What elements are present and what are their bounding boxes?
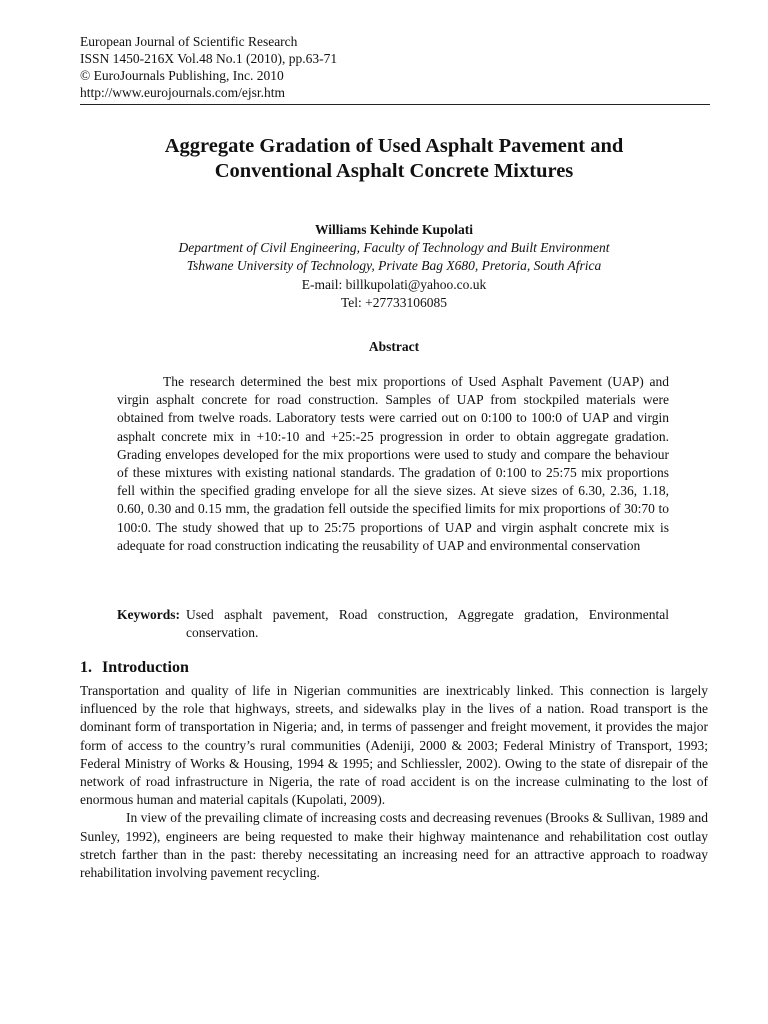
section-heading-introduction — [80, 659, 189, 677]
title-line-2: Conventional Asphalt Concrete Mixtures — [214, 160, 574, 182]
author-tel: Tel: +27733106085 — [340, 294, 448, 310]
journal-copyright: © EuroJournals Publishing, Inc. 2010 — [80, 68, 284, 83]
title-line-1: Aggregate Gradation of Used Asphalt Pavement and — [164, 135, 624, 157]
author-affiliation-2: Tshwane University of Technology, Private Bag X680, Pretoria, South Africa — [186, 258, 602, 274]
paper-title — [80, 134, 708, 184]
section-title: Introduction — [102, 659, 189, 676]
author-name: Williams Kehinde Kupolati — [314, 222, 474, 237]
keywords-label: Keywords: — [117, 607, 180, 622]
introduction-body — [80, 682, 708, 882]
author-email: E-mail: billkupolati@yahoo.co.uk — [301, 276, 487, 292]
keywords-text: Used asphalt pavement, Road construction, Aggregate gradation, Environmental conservation. — [186, 607, 669, 641]
abstract-heading: Abstract — [368, 339, 420, 354]
author-block — [80, 221, 708, 312]
section-number: 1. — [80, 659, 92, 676]
journal-name: European Journal of Scientific Research — [80, 34, 298, 49]
intro-paragraph-2: In view of the prevailing climate of increasing costs and decreasing revenues (Brooks & Sullivan, 1989 and Sunley, 1992), engineers are being requested to make their highway maintenance and rehabilitation cost outlay stretch farther than in the past: thereby necessitating an increasing need for an attractive approach to roadway rehabilitation involving pavement recycling. — [80, 810, 708, 881]
keywords — [117, 606, 669, 642]
journal-header — [80, 33, 337, 101]
header-divider — [80, 104, 710, 105]
journal-url[interactable]: http://www.eurojournals.com/ejsr.htm — [80, 85, 285, 100]
intro-paragraph-1: Transportation and quality of life in Nigerian communities are inextricably linked. This connection is largely influenced by the role that highways, streets, and sidewalks play in the lives of a nation. Road transport is the dominant form of transportation in Nigeria; and, in terms of passenger and freight movement, it provides the major form of access to the country’s rural communities (Adeniji, 2000 & 2003; Federal Ministry of Transport, 1993; Federal Ministry of Works & Housing, 1994 & 1995; and Schliessler, 2002). Owing to the state of disrepair of the network of road infrastructure in Nigeria, the rate of road accident is on the increase culminating to the lost of enormous human and material capitals (Kupolati, 2009). — [80, 683, 708, 808]
journal-issn: ISSN 1450-216X Vol.48 No.1 (2010), pp.63-71 — [80, 51, 338, 66]
abstract-text: The research determined the best mix proportions of Used Asphalt Pavement (UAP) and virgin asphalt concrete for road construction. Samples of UAP from stockpiled materials were obtained from twelve roads. Laboratory tests were carried out on 0:100 to 100:0 of UAP and virgin asphalt concrete mix in +10:-10 and +25:-25 progression in order to obtain aggregate gradation. Grading envelopes developed for the mix proportions were used to study and compare the behaviour of these mixtures with existing national standards. The gradation of 0:100 to 25:75 mix proportions fell within the specified grading envelope for all the sieve sizes. At sieve sizes of 6.30, 2.36, 1.18, 0.60, 0.30 and 0.15 mm, the gradation fell outside the specified limits for mix proportions of 30:70 to 100:0. The study showed that up to 25:75 proportions of UAP and virgin asphalt concrete mix is adequate for road construction indicating the reusability of UAP and environmental conservation — [117, 374, 669, 553]
author-affiliation-1: Department of Civil Engineering, Faculty of Technology and Built Environment — [178, 240, 610, 256]
